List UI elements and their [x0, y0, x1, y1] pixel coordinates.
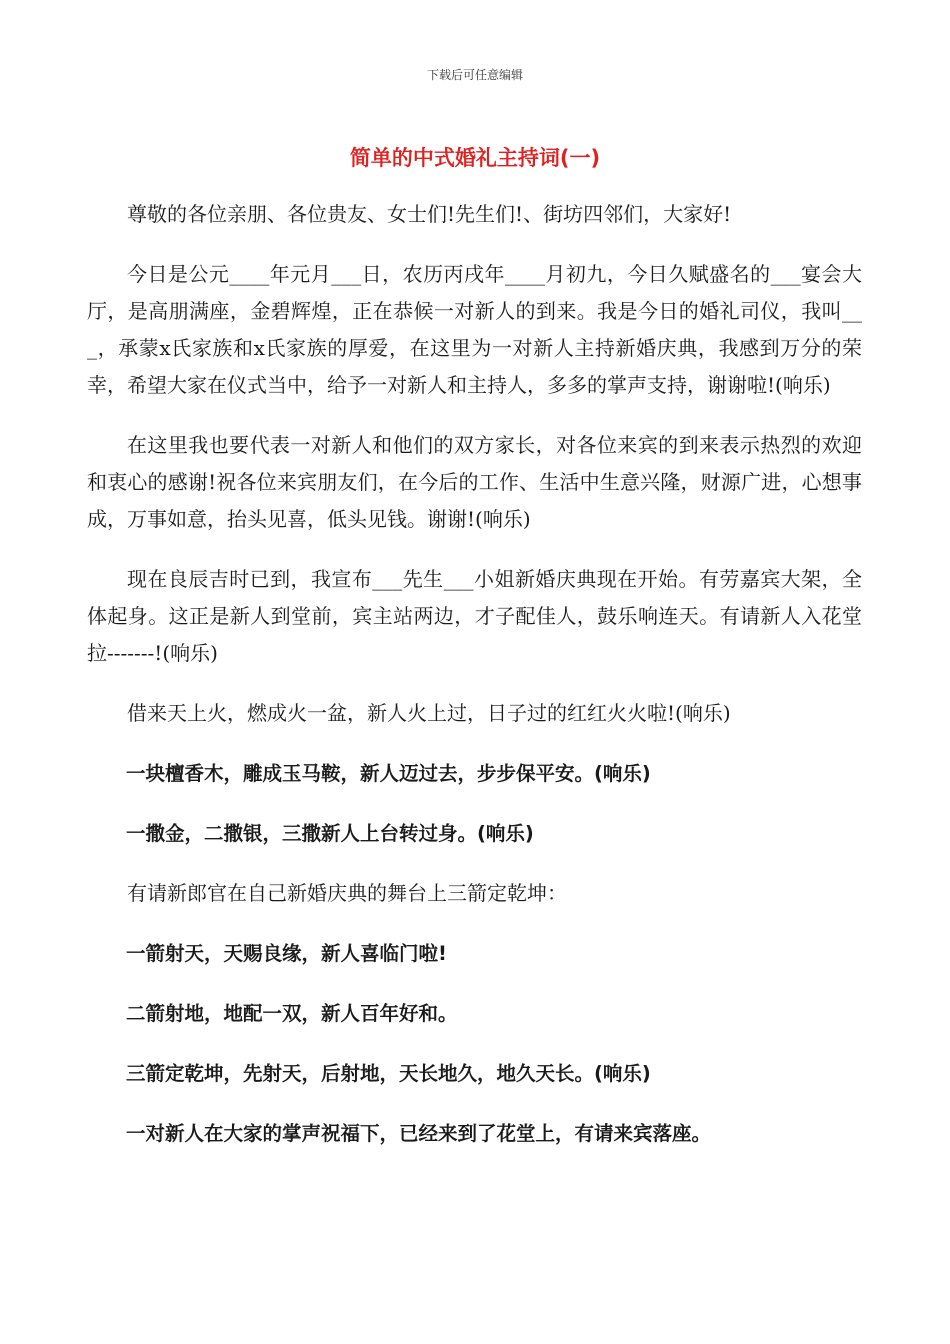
paragraph-arrow-sky: 一箭射天，天赐良缘，新人喜临门啦!: [126, 942, 447, 965]
page-header-note: 下载后可任意编辑: [426, 68, 523, 82]
paragraph-saddle: 一块檀香木，雕成玉马鞍，新人迈过去，步步保平安。(响乐): [126, 762, 651, 785]
paragraph-intro: 今日是公元____年元月___日，农历丙戌年____月初九，今日久赋盛名的___宴会大厅，是高朋满座，金碧辉煌，正在恭候一对新人的到来。我是今日的婚礼司仪，我叫___，承蒙x氏家族和x氏家族的厚爱，在这里为一对新人主持新婚庆典，我感到万分的荣幸，希望大家在仪式当中，给予一对新人和主持人，多多的掌声支持，谢谢啦!(响乐): [87, 262, 862, 397]
paragraph-arrow-universe: 三箭定乾坤，先射天，后射地，天长地久，地久天长。(响乐): [126, 1062, 651, 1085]
paragraph-seating: 一对新人在大家的掌声祝福下，已经来到了花堂上，有请来宾落座。: [126, 1122, 712, 1145]
paragraph-thanks: 在这里我也要代表一对新人和他们的双方家长，对各位来宾的到来表示热烈的欢迎和衷心的感谢!祝各位来宾朋友们，在今后的工作、生活中生意兴隆，财源广进，心想事成，万事如意，抬头见喜，低头见钱。谢谢!(响乐): [87, 433, 862, 531]
paragraph-scatter: 一撒金，二撒银，三撒新人上台转过身。(响乐): [126, 822, 534, 845]
paragraph-fire: 借来天上火，燃成火一盆，新人火上过，日子过的红红火火啦!(响乐): [127, 701, 731, 725]
document-title: 简单的中式婚礼主持词(一): [349, 146, 601, 170]
paragraph-ceremony-start: 现在良辰吉时已到，我宣布___先生___小姐新婚庆典现在开始。有劳嘉宾大架，全体起身。这正是新人到堂前，宾主站两边，才子配佳人，鼓乐响连天。有请新人入花堂拉-------!(响乐): [87, 567, 862, 665]
document-body: [87, 196, 862, 1175]
paragraph-greeting: 尊敬的各位亲朋、各位贵友、女士们!先生们!、街坊四邻们，大家好!: [127, 202, 732, 226]
paragraph-arrow-earth: 二箭射地，地配一双，新人百年好和。: [126, 1002, 458, 1025]
paragraph-arrows-intro: 有请新郎官在自己新婚庆典的舞台上三箭定乾坤：: [127, 881, 567, 905]
